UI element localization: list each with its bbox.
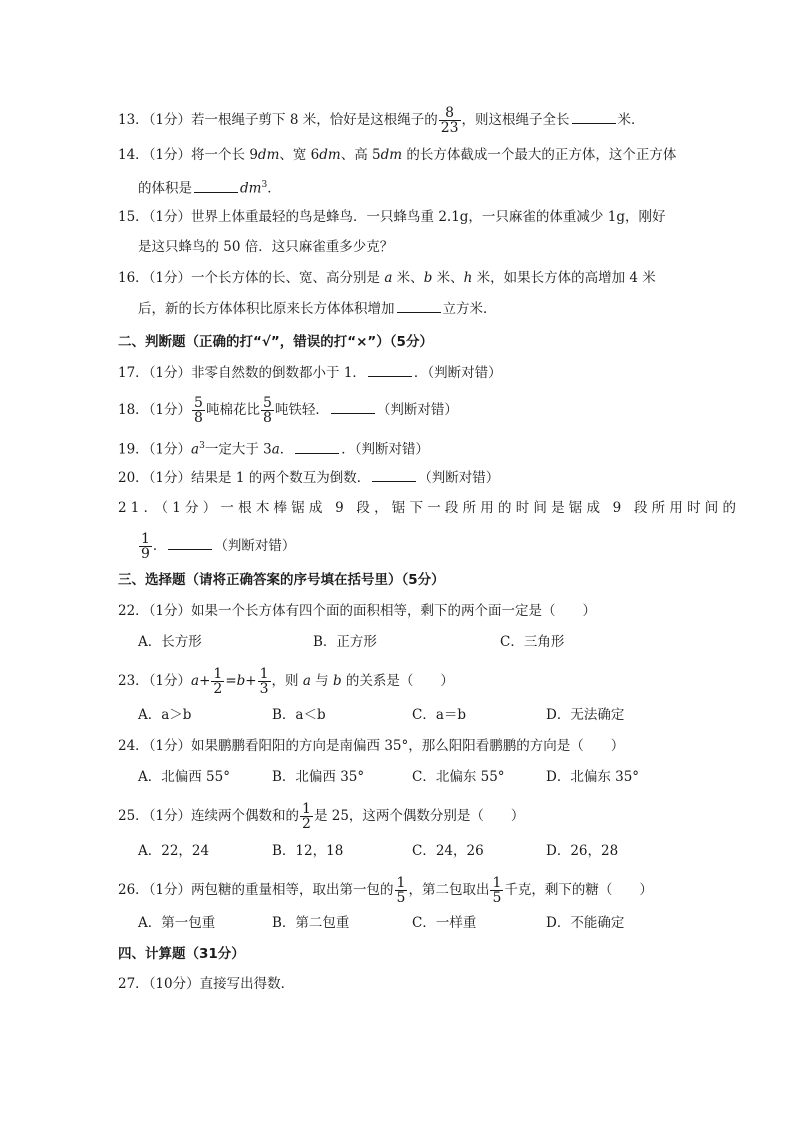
question-21: 21．（1分）一根木棒锯成 9 段，锯下一段所用的时间是锯成 9 段所用时间的 [118,500,741,516]
question-number: 16． [118,270,149,286]
option-d[interactable]: D．26，28 [546,843,619,859]
question-13: 13．（1分）若一根绳子剪下 8 米，恰好是这根绳子的 $\frac{8}{23}$ ，则这根绳子全长 米． [118,105,645,136]
fraction: $\frac{1}{3}$ [259,666,269,697]
question-23: 23．（1分）a+ $\frac{1}{2}$ =b+ $\frac{1}{3}$ ，则 a 与 b 的关系是（ ） [118,666,454,697]
answer-blank[interactable] [194,178,238,193]
answer-blank[interactable] [572,109,616,124]
question-score: （1分） [148,882,192,898]
fraction: $\frac{1}{5}$ [492,875,502,906]
option-c[interactable]: C．北偏东 55° [412,769,505,785]
question-number: 27． [118,976,149,992]
option-c[interactable]: C．三角形 [500,634,565,650]
option-a[interactable]: A．22，24 [138,843,210,859]
option-d[interactable]: D．不能确定 [546,915,625,931]
option-a[interactable]: A．北偏西 55° [138,769,230,785]
question-score: （1分） [148,808,192,824]
fraction: $\frac{5}{8}$ [262,395,272,426]
fraction: $\frac{8}{23}$ [440,105,459,136]
answer-blank[interactable] [368,362,412,377]
question-27: 27．（10分）直接写出得数． [118,976,295,992]
question-number: 24． [118,738,149,754]
option-b[interactable]: B．正方形 [313,634,377,650]
question-15: 15．（1分）世界上体重最轻的鸟是蜂鸟．一只蜂鸟重 2.1g，一只麻雀的体重减少 1g，刚好 [118,209,666,225]
question-number: 22． [118,603,149,619]
question-score: （1分） [148,603,192,619]
option-b[interactable]: B．第二包重 [272,915,350,931]
option-b[interactable]: B．12，18 [272,843,344,859]
answer-blank[interactable] [295,439,339,454]
question-score: （1分） [148,270,192,286]
question-16-cont: 后，新的长方体体积比原来长方体体积增加 立方米． [138,298,497,319]
question-18: 18．（1分） $\frac{5}{8}$ 吨棉花比 $\frac{5}{8}$ 吨铁轻． （判断对错） [118,395,458,426]
question-number: 15． [118,209,149,225]
option-d[interactable]: D．北偏东 35° [546,769,640,785]
option-b[interactable]: B．北偏西 35° [272,769,365,785]
question-21-cont: $\frac{1}{9}$ ． （判断对错） [141,531,296,562]
question-16: 16．（1分）一个长方体的长、宽、高分别是 a 米、b 米、h 米，如果长方体的高增加 4 米 [118,270,656,286]
answer-blank[interactable] [168,535,212,550]
question-score: （1分） [148,112,192,128]
question-number: 25． [118,808,149,824]
question-score: （1分） [161,500,221,516]
fraction: $\frac{1}{2}$ [213,666,223,697]
question-score: （1分） [148,365,192,381]
option-b[interactable]: B．a＜b [272,707,326,723]
answer-blank[interactable] [397,298,441,313]
answer-blank[interactable] [331,399,375,414]
question-score: （1分） [148,738,192,754]
question-score: （1分） [148,673,192,689]
option-a[interactable]: A．长方形 [138,634,202,650]
question-number: 21． [118,500,162,516]
option-d[interactable]: D．无法确定 [546,707,625,723]
question-score: （10分） [148,976,200,992]
question-14: 14．（1分）将一个长 9dm、宽 6dm、高 5dm 的长方体截成一个最大的正方体，这个正方体 [118,147,677,163]
question-score: （1分） [148,402,192,418]
option-a[interactable]: A．第一包重 [138,915,216,931]
option-c[interactable]: C．24，26 [412,843,484,859]
question-score: （1分） [148,147,192,163]
question-score: （1分） [148,470,192,486]
question-15-cont: 是这只蜂鸟的 50 倍．这只麻雀重多少克？ [138,239,394,255]
fraction: $\frac{1}{9}$ [141,531,150,562]
question-number: 19． [118,441,149,458]
fraction: $\frac{1}{2}$ [302,801,311,832]
question-number: 18． [118,402,149,418]
question-22: 22．（1分）如果一个长方体有四个面的面积相等，剩下的两个面一定是（ ） [118,603,597,619]
question-number: 23． [118,673,149,689]
question-17: 17．（1分）非零自然数的倒数都小于 1． ．（判断对错） [118,362,502,383]
option-c[interactable]: C．一样重 [412,915,477,931]
question-24: 24．（1分）如果鹏鹏看阳阳的方向是南偏西 35°，那么阳阳看鹏鹏的方向是（ ） [118,738,625,754]
question-26: 26．（1分）两包糖的重量相等，取出第一包的 $\frac{1}{5}$ ，第二包取出 $\frac{1}{5}$ 千克，剩下的糖（ ） [118,875,653,906]
option-a[interactable]: A．a＞b [138,707,192,723]
question-number: 13． [118,112,149,128]
question-number: 26． [118,882,149,898]
question-number: 14． [118,147,149,163]
fraction: $\frac{1}{5}$ [396,875,406,906]
question-score: （1分） [148,209,192,225]
fraction: $\frac{5}{8}$ [194,395,203,426]
option-c[interactable]: C．a＝b [412,707,467,723]
question-25: 25．（1分）连续两个偶数和的 $\frac{1}{2}$ 是 25，这两个偶数分别是（ ） [118,801,525,832]
section-heading-choice: 三、选择题（请将正确答案的序号填在括号里）（5分） [118,572,445,588]
section-heading-judge: 二、判断题（正确的打“√”，错误的打“×”）（5分） [118,334,433,350]
question-number: 17． [118,365,149,381]
section-heading-calc: 四、计算题（31分） [118,946,245,962]
answer-blank[interactable] [372,467,416,482]
question-number: 20． [118,470,149,486]
question-14-cont: 的体积是 $dm^3$． [138,175,281,199]
question-20: 20．（1分）结果是 1 的两个数互为倒数． （判断对错） [118,467,499,488]
question-19: 19．（1分）$a^3$一定大于 3a． ．（判断对错） [118,436,429,460]
question-score: （1分） [148,441,192,458]
